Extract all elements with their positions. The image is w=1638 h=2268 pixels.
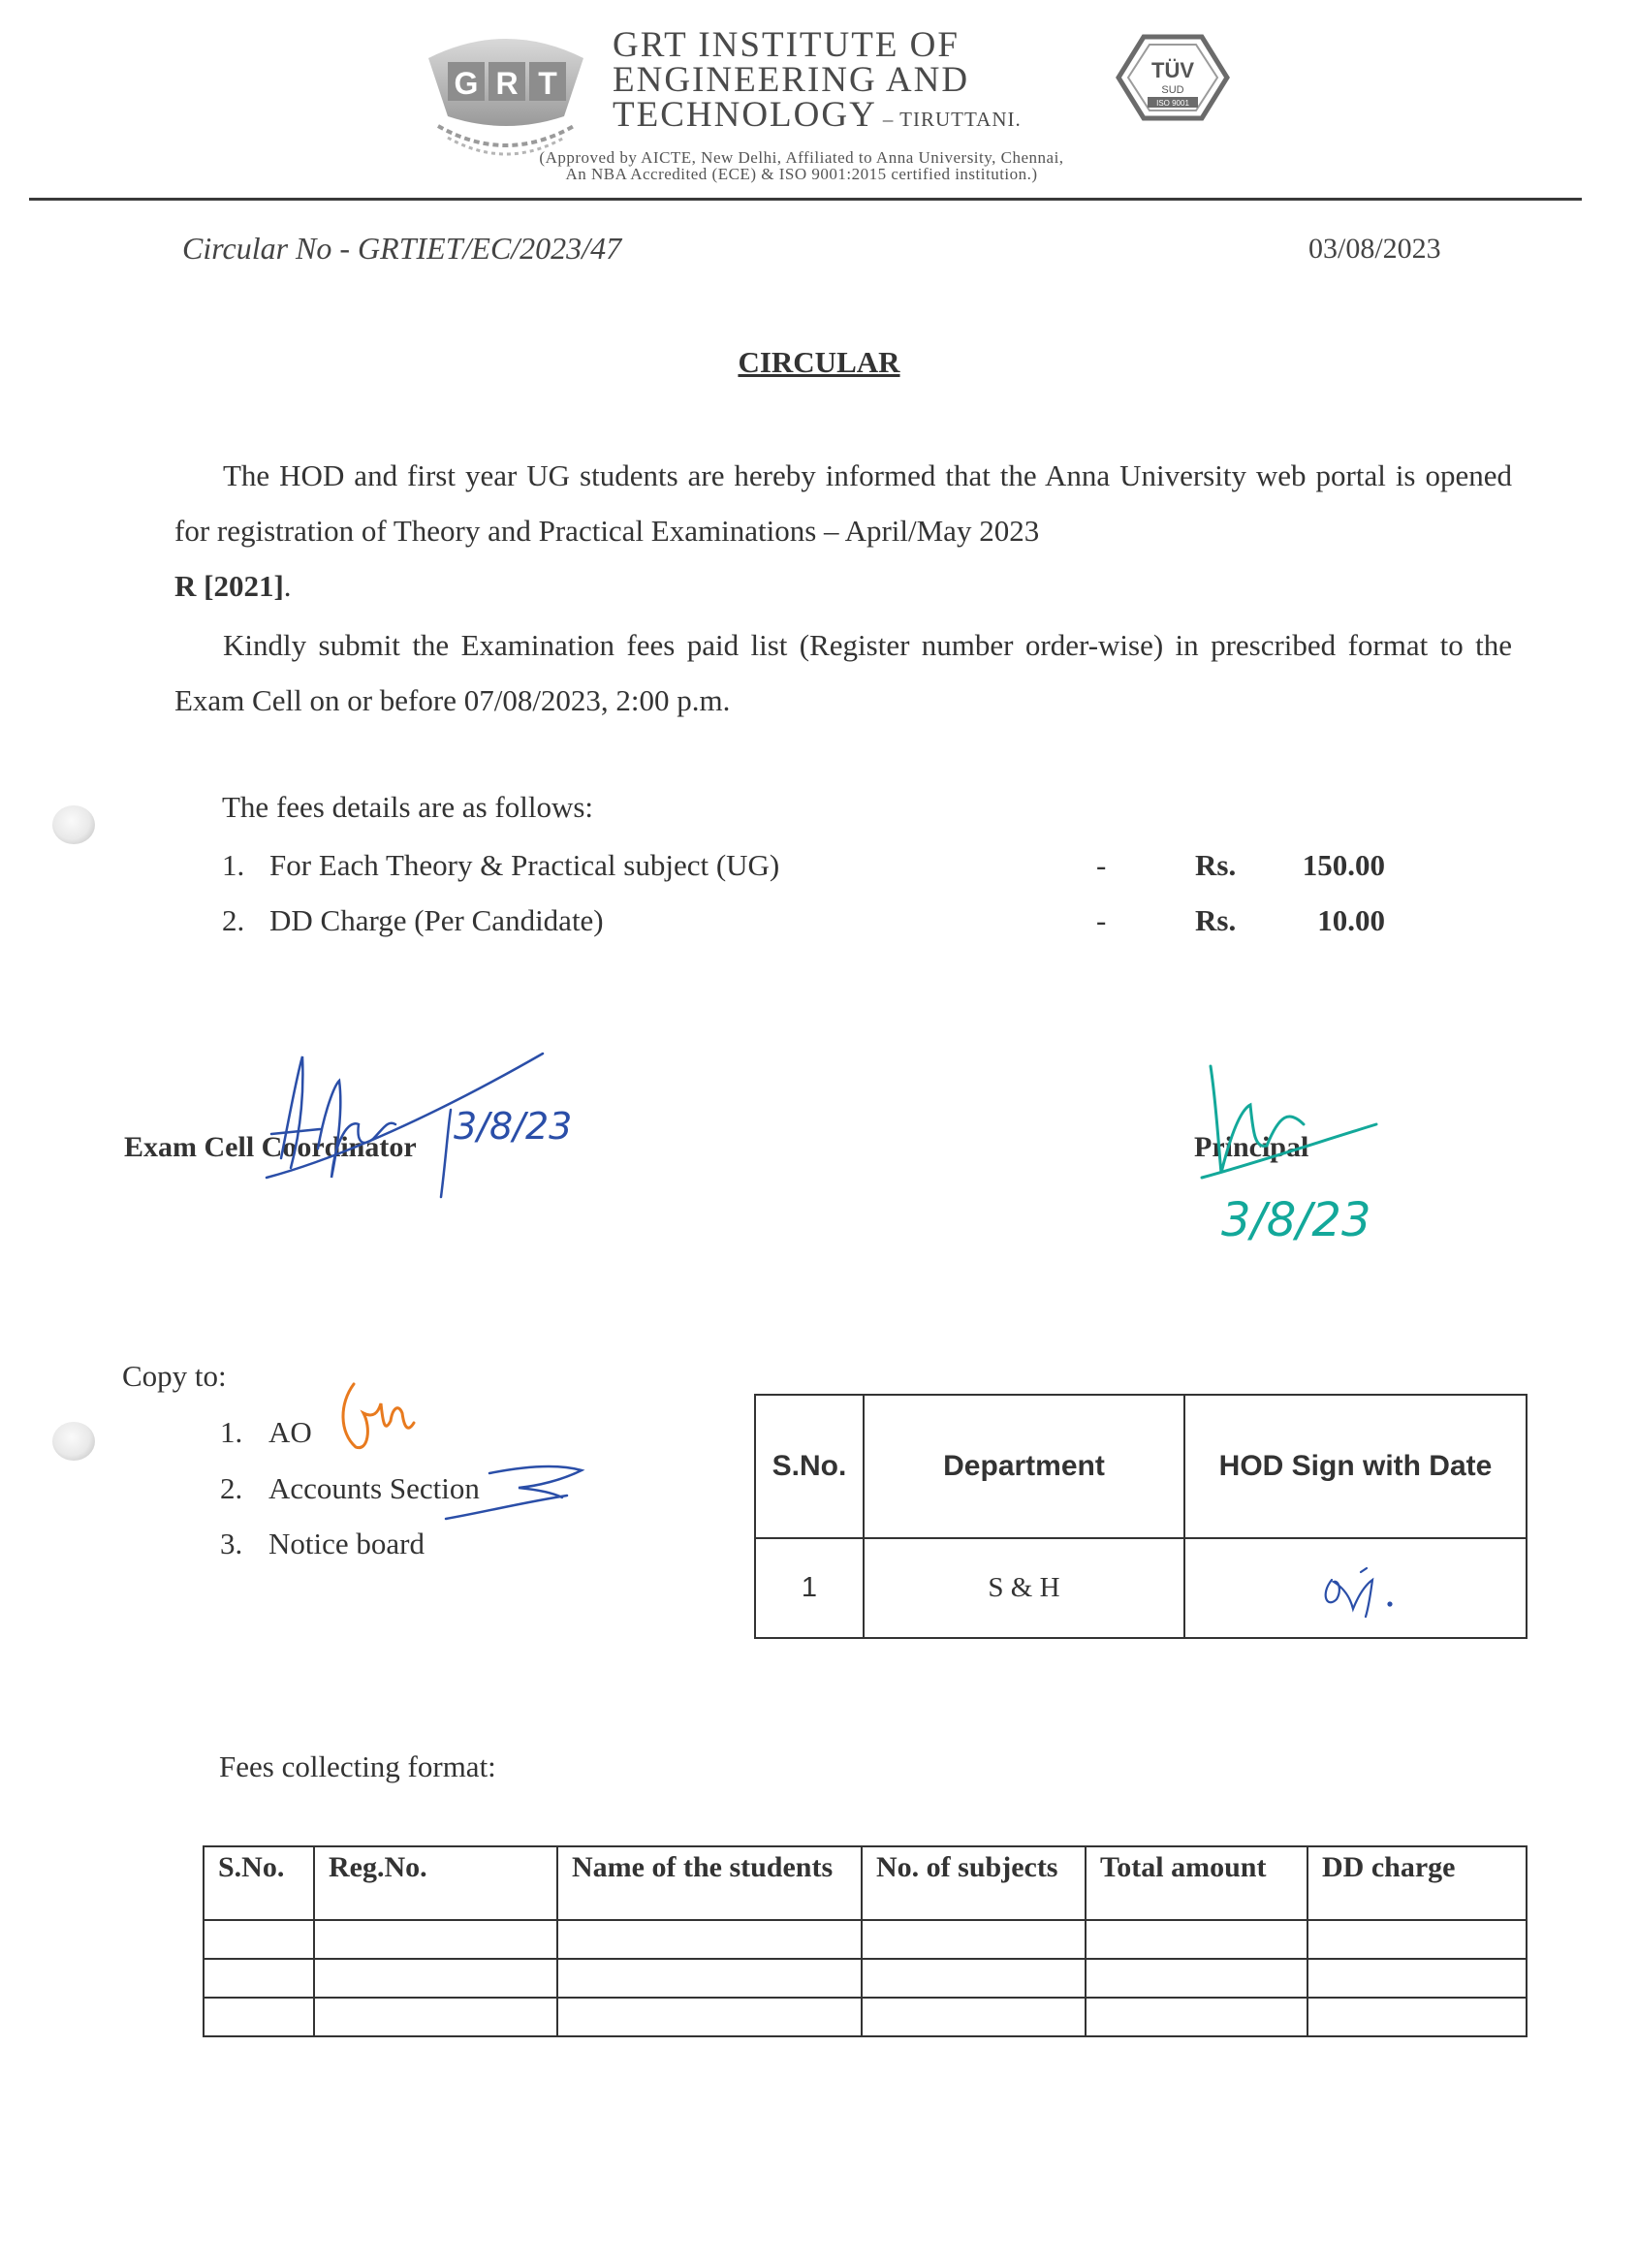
copy-to-label: Copy to: (122, 1359, 227, 1393)
copy-item-text: AO (268, 1415, 312, 1449)
svg-text:T: T (538, 66, 557, 101)
hod-row-department: S & H (864, 1538, 1184, 1638)
tuv-certification-logo (1115, 33, 1231, 122)
copy-to-item (220, 1527, 608, 1565)
fee-number: 1. (222, 848, 245, 882)
fee-currency: Rs. (1195, 903, 1237, 937)
approval-line-2: An NBA Accredited (ECE) & ISO 9001:2015 certified institution.) (565, 165, 1038, 183)
announcement-text: The HOD and first year UG students are hereby informed that the Anna University web portal is opened for registration of Theory and Practical Examinations – April/May 2023 (174, 458, 1512, 548)
principal-title: Principal (1194, 1131, 1309, 1163)
fees-col-sno: S.No. (204, 1846, 314, 1920)
copy-item-text: Accounts Section (268, 1471, 480, 1505)
copy-item-text: Notice board (268, 1527, 425, 1560)
submission-paragraph (174, 617, 1512, 728)
hod-col-sno: S.No. (755, 1395, 864, 1538)
fees-col-total: Total amount (1086, 1846, 1307, 1920)
circular-number: Circular No - GRTIET/EC/2023/47 (182, 231, 622, 266)
fee-amount: 150.00 (1302, 848, 1385, 882)
header-divider (29, 198, 1582, 201)
fees-collecting-table (203, 1845, 1528, 2037)
fees-col-regno: Reg.No. (314, 1846, 557, 1920)
punch-hole (52, 805, 95, 844)
institute-logo (419, 29, 593, 165)
fee-amount: 10.00 (1317, 903, 1385, 937)
coordinator-signature (242, 1042, 573, 1197)
fee-currency: Rs. (1195, 848, 1237, 882)
copy-item-number: 2. (220, 1471, 243, 1505)
fees-col-subjects: No. of subjects (862, 1846, 1086, 1920)
punch-hole (52, 1422, 95, 1461)
svg-text:R: R (495, 66, 519, 101)
svg-text:G: G (454, 66, 479, 101)
fees-table-header (204, 1846, 1527, 1920)
submission-text: Kindly submit the Examination fees paid list (Register number order-wise) in prescribed format to the Exam Cell on or before 07/08/2023, 2:00 p.m. (174, 628, 1512, 717)
coordinator-signature-date: 3/8/23 (454, 1105, 573, 1148)
copy-item-number: 3. (220, 1527, 243, 1560)
approval-line-1: (Approved by AICTE, New Delhi, Affiliated to Anna University, Chennai, (539, 148, 1064, 167)
hod-signature (1312, 1551, 1400, 1619)
ao-initials (334, 1374, 417, 1462)
tuv-logo-iso: ISO 9001 (1156, 99, 1189, 108)
fee-description: DD Charge (Per Candidate) (269, 903, 604, 937)
announcement-period: . (283, 569, 292, 603)
hod-table-header (755, 1395, 1527, 1538)
fees-col-name: Name of the students (557, 1846, 862, 1920)
institute-name-line2: ENGINEERING AND (613, 60, 970, 100)
table-row (755, 1538, 1527, 1638)
hod-row-sign (1184, 1538, 1527, 1638)
regulation-code: R [2021] (174, 569, 284, 603)
tuv-logo-text: TÜV (1151, 58, 1194, 82)
table-row (204, 1959, 1527, 1998)
circular-title: CIRCULAR (738, 345, 900, 379)
principal-signature (1197, 1056, 1391, 1245)
fee-description: For Each Theory & Practical subject (UG) (269, 848, 780, 882)
hod-col-department: Department (864, 1395, 1184, 1538)
table-row (204, 1920, 1527, 1959)
fees-format-label: Fees collecting format: (219, 1749, 496, 1783)
hod-sign-table (754, 1394, 1528, 1639)
tuv-logo-sub: SUD (1161, 84, 1184, 96)
circular-date: 03/08/2023 (1308, 233, 1441, 265)
fee-item (222, 903, 1385, 952)
institute-name-line3 (613, 97, 1022, 133)
exam-cell-coordinator-title: Exam Cell Coordinator (124, 1131, 417, 1163)
fee-dash: - (1096, 903, 1107, 937)
fee-item (222, 848, 1385, 897)
hod-col-sign: HOD Sign with Date (1184, 1395, 1527, 1538)
fees-col-dd: DD charge (1307, 1846, 1527, 1920)
copy-item-number: 1. (220, 1415, 243, 1449)
fees-intro: The fees details are as follows: (222, 790, 594, 824)
table-row (204, 1998, 1527, 2036)
hod-row-sno: 1 (755, 1538, 864, 1638)
institute-name-line1: GRT INSTITUTE OF (613, 25, 960, 65)
institute-place: – TIRUTTANI. (882, 108, 1022, 131)
principal-signature-date: 3/8/23 (1221, 1193, 1371, 1247)
accounts-initials (446, 1459, 591, 1527)
announcement-paragraph (174, 448, 1512, 614)
institute-name-technology: TECHNOLOGY (613, 95, 877, 135)
fee-number: 2. (222, 903, 245, 937)
fee-dash: - (1096, 848, 1107, 882)
